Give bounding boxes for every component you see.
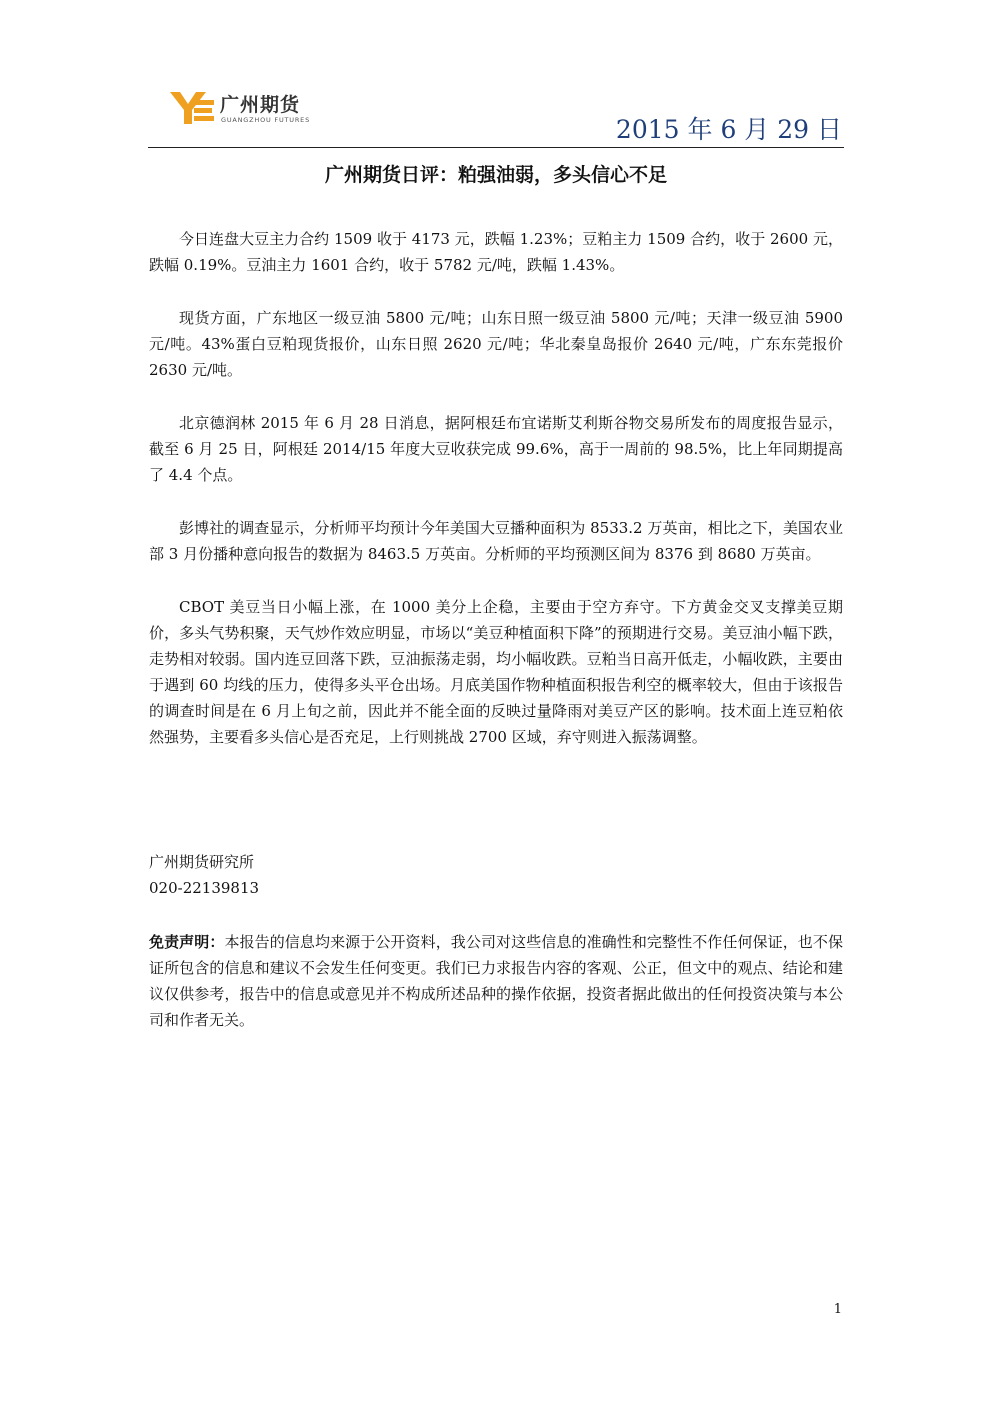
paragraph-spot-prices: 现货方面，广东地区一级豆油 5800 元/吨；山东日照一级豆油 5800 元/吨；天津一级豆油 5900 元/吨。43%蛋白豆粕现货报价，山东日照 2620 元/吨；华北秦皇岛报价 2640 元/吨，广东东莞报价 2630 元/吨。 bbox=[149, 309, 843, 379]
report-body bbox=[149, 226, 843, 777]
disclaimer bbox=[149, 929, 843, 1033]
report-date: 2015 年 6 月 29 日 bbox=[615, 115, 842, 144]
research-institute: 广州期货研究所 bbox=[149, 853, 255, 871]
paragraph-futures-close: 今日连盘大豆主力合约 1509 收于 4173 元，跌幅 1.23%；豆粕主力 1509 合约，收于 2600 元，跌幅 0.19%。豆油主力 1601 合约，收于 5782 元/吨，跌幅 1.43%。 bbox=[149, 230, 843, 274]
contact-block bbox=[149, 849, 259, 901]
contact-phone: 020-22139813 bbox=[149, 879, 260, 897]
disclaimer-label: 免责声明： bbox=[149, 933, 225, 951]
page-number: 1 bbox=[833, 1302, 842, 1317]
disclaimer-text: 本报告的信息均来源于公开资料，我公司对这些信息的准确性和完整性不作任何保证，也不保证所包含的信息和建议不会发生任何变更。我们已力求报告内容的客观、公正，但文中的观点、结论和建议仅供参考，报告中的信息或意见并不构成所述品种的操作依据，投资者据此做出的任何投资决策与本公司和作者无关。 bbox=[149, 933, 843, 1029]
logo-name-en: GUANGZHOU FUTURES bbox=[221, 116, 310, 124]
company-logo bbox=[170, 88, 370, 132]
logo-name-cn: 广州期货 bbox=[220, 94, 301, 116]
header-divider bbox=[148, 147, 844, 148]
paragraph-argentina-harvest: 北京德润林 2015 年 6 月 28 日消息，据阿根廷布宜诺斯艾利斯谷物交易所发布的周度报告显示，截至 6 月 25 日，阿根廷 2014/15 年度大豆收获完成 99.6%，高于一周前的 98.5%，比上年同期提高了 4.4 个点。 bbox=[149, 414, 843, 484]
report-title: 广州期货日评：粕强油弱，多头信心不足 bbox=[324, 164, 667, 186]
company-logo-icon bbox=[170, 88, 216, 128]
paragraph-market-analysis: CBOT 美豆当日小幅上涨，在 1000 美分上企稳，主要由于空方弃守。下方黄金交叉支撑美豆期价，多头气势积聚，天气炒作效应明显，市场以“美豆种植面积下降”的预期进行交易。美豆油小幅下跌，走势相对较弱。国内连豆回落下跌，豆油振荡走弱，均小幅收跌。豆粕当日高开低走，小幅收跌，主要由于遇到 60 均线的压力，使得多头平仓出场。月底美国作物种植面积报告利空的概率较大，但由于该报告的调查时间是在 6 月上旬之前，因此并不能全面的反映过量降雨对美豆产区的影响。技术面上连豆粕依然强势，主要看多头信心是否充足，上行则挑战 2700 区域，弃守则进入振荡调整。 bbox=[149, 598, 843, 746]
paragraph-bloomberg-survey: 彭博社的调查显示，分析师平均预计今年美国大豆播种面积为 8533.2 万英亩，相比之下，美国农业部 3 月份播种意向报告的数据为 8463.5 万英亩。分析师的平均预测区间为 8376 到 8680 万英亩。 bbox=[149, 519, 843, 563]
